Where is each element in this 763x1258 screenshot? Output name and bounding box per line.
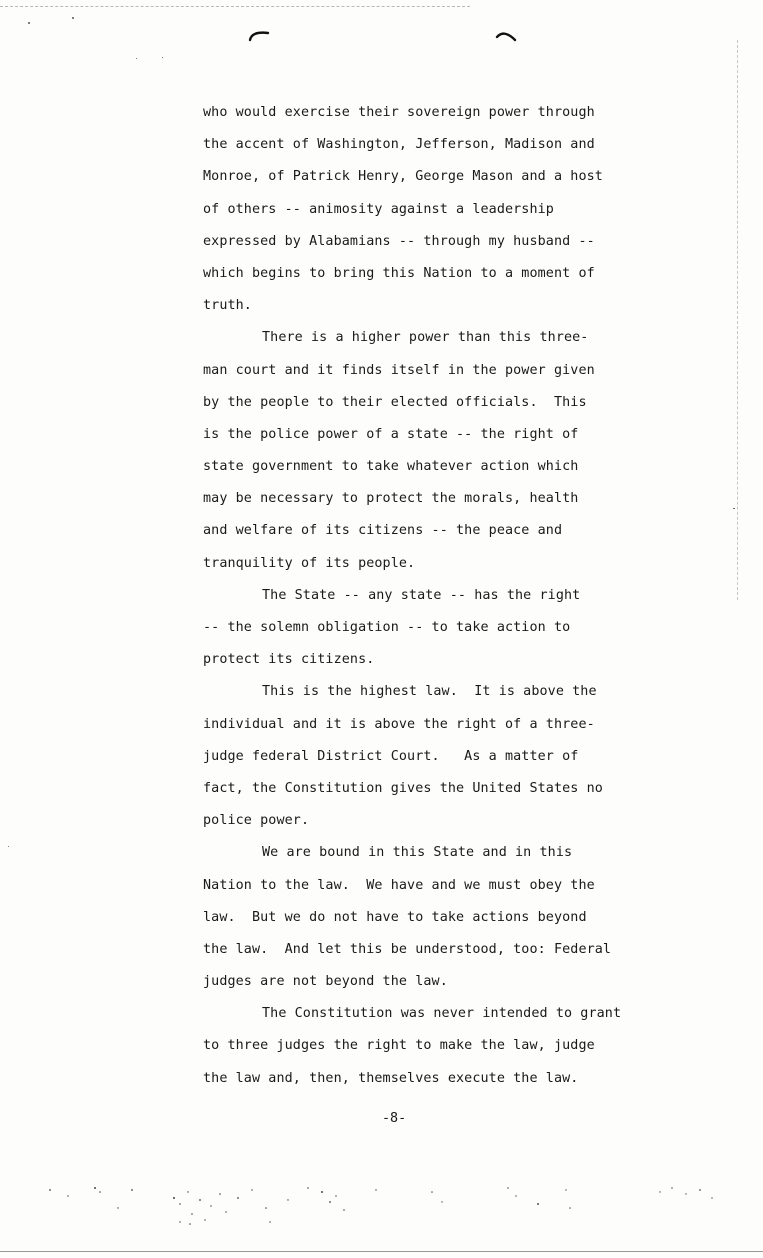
scan-noise-left xyxy=(40,1178,400,1230)
text-line: state government to take whatever action which xyxy=(203,459,579,475)
page-number: -8- xyxy=(382,1111,407,1126)
text-line: -- the solemn obligation -- to take action to xyxy=(203,620,571,635)
scan-speck xyxy=(733,508,735,509)
paragraph-start-line: The Constitution was never intended to grant xyxy=(262,1006,622,1022)
right-margin-rule xyxy=(737,40,738,600)
text-line: Nation to the law. We have and we must obey the xyxy=(203,877,595,893)
corner-mark-right xyxy=(495,28,517,42)
text-line: Monroe, of Patrick Henry, George Mason and a host xyxy=(203,169,603,185)
text-line: to three judges the right to make the law, judge xyxy=(203,1038,595,1054)
text-line: truth. xyxy=(203,298,252,314)
text-line: which begins to bring this Nation to a moment of xyxy=(203,265,595,281)
scan-speck xyxy=(72,17,74,19)
text-line: individual and it is above the right of a three- xyxy=(203,716,595,732)
text-line: of others -- animosity against a leadership xyxy=(203,201,554,217)
text-line: expressed by Alabamians -- through my husband -- xyxy=(203,233,595,249)
text-line: protect its citizens. xyxy=(203,652,375,668)
paragraph-start-line: We are bound in this State and in this xyxy=(262,845,573,861)
text-line: may be necessary to protect the morals, health xyxy=(203,491,579,507)
text-line: who would exercise their sovereign power through xyxy=(203,105,595,120)
scan-noise-right xyxy=(420,1178,740,1230)
text-line: man court and it finds itself in the power given xyxy=(203,362,595,378)
paragraph-start-line: This is the highest law. It is above the xyxy=(262,684,597,700)
text-line: and welfare of its citizens -- the peace and xyxy=(203,523,563,539)
paragraph-start-line: There is a higher power than this three- xyxy=(262,330,589,346)
text-line: the law. And let this be understood, too: Federal xyxy=(203,941,612,957)
text-line: tranquility of its people. xyxy=(203,555,416,571)
scan-speck xyxy=(136,58,137,59)
text-line: judges are not beyond the law. xyxy=(203,974,448,990)
body-text xyxy=(203,97,653,1095)
scan-speck xyxy=(162,57,163,58)
text-line: police power. xyxy=(203,813,310,829)
scan-speck xyxy=(28,22,30,24)
text-line: by the people to their elected officials. This xyxy=(203,394,587,410)
paragraph-start-line: The State -- any state -- has the right xyxy=(262,587,581,603)
top-dashed-border xyxy=(0,6,470,7)
text-line: law. But we do not have to take actions beyond xyxy=(203,909,587,925)
text-line: fact, the Constitution gives the United States no xyxy=(203,780,603,796)
text-line: judge federal District Court. As a matter of xyxy=(203,748,579,764)
corner-mark-left xyxy=(248,28,270,42)
bottom-border xyxy=(0,1251,763,1252)
text-line: the law and, then, themselves execute the law. xyxy=(203,1070,579,1086)
text-line: is the police power of a state -- the right of xyxy=(203,426,579,442)
scan-speck xyxy=(8,846,9,847)
text-line: the accent of Washington, Jefferson, Madison and xyxy=(203,137,595,153)
